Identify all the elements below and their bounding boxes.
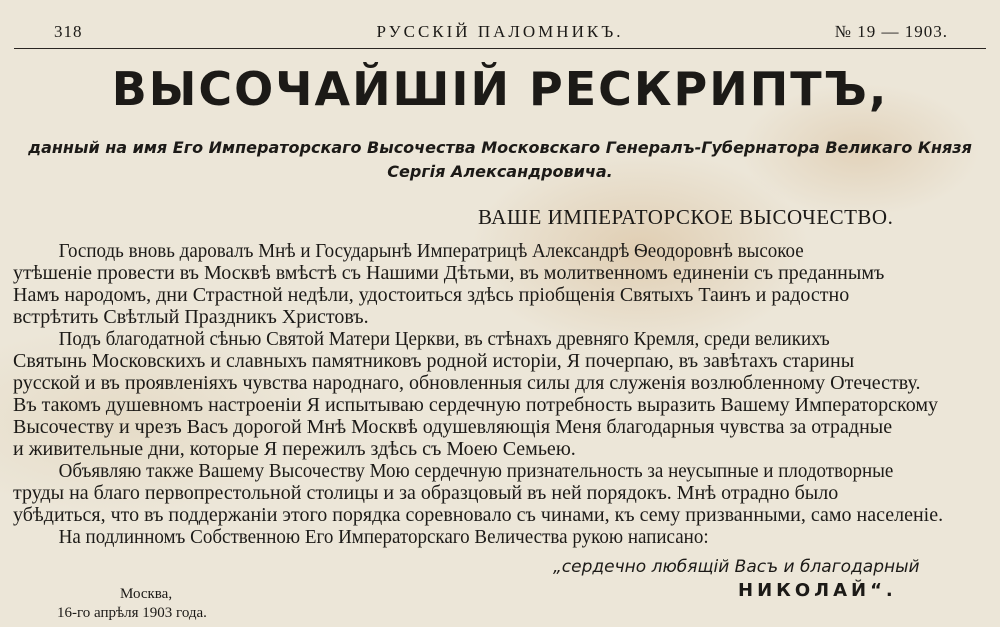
running-header: [14, 22, 986, 49]
signature-closing: „сердечно любящій Васъ и благодарный: [553, 557, 920, 577]
document-subtitle: [10, 136, 990, 184]
text-line: утѣшеніе провести въ Москвѣ вмѣстѣ съ Нашими Дѣтьми, въ молитвенномъ единеніи съ преданнымъ: [13, 262, 885, 284]
text-line: Святынь Московскихъ и славныхъ памятниковъ родной исторіи, Я почерпаю, въ завѣтахъ старины: [13, 350, 855, 372]
text-line: На подлинномъ Собственною Его Императорскаго Величества рукою написано:: [58, 526, 709, 548]
place-of-signing: Москва,: [120, 586, 173, 602]
salutation: ВАШЕ ИМПЕРАТОРСКОЕ ВЫСОЧЕСТВО.: [478, 205, 894, 229]
text-line: Въ такомъ душевномъ настроеніи Я испытываю сердечную потребность выразить Вашему Императорскому: [13, 394, 938, 416]
text-line: и живительные дни, которые Я пережилъ здѣсь съ Моею Семьею.: [13, 438, 576, 460]
document-title: ВЫСОЧАЙШІЙ РЕСКРИПТЪ,: [111, 62, 889, 116]
page-number: 318: [54, 22, 83, 41]
paragraph-2: [13, 328, 987, 460]
subtitle-line-2: Сергія Александровича.: [387, 162, 613, 181]
subtitle-line-1: данный на имя Его Императорскаго Высочества Московскаго Генералъ-Губернатора Великаго Князя: [28, 138, 972, 157]
text-line: Подъ благодатной сѣнью Святой Матери Церкви, въ стѣнахъ древняго Кремля, среди великихъ: [58, 328, 830, 350]
text-line: русской и въ проявленіяхъ чувства народнаго, обновленныя силы для служенія возлюбленному Отечеству.: [13, 372, 921, 394]
text-line: убѣдиться, что въ поддержаніи этого порядка соревновало съ чинами, къ сему призванными, само населеніе.: [13, 504, 944, 526]
text-line: Намъ народомъ, дни Страстной недѣли, удостоиться здѣсь пріобщенія Святыхъ Таинъ и радостно: [13, 284, 850, 306]
paragraph-1: [13, 240, 987, 328]
rescript-body: [13, 240, 987, 548]
text-line: Господь вновь даровалъ Мнѣ и Государынѣ Императрицѣ Александрѣ Ѳеодоровнѣ высокое: [58, 240, 804, 262]
paragraph-3: [13, 460, 987, 526]
text-line: труды на благо первопрестольной столицы и за образцовый въ ней порядокъ. Мнѣ отрадно было: [13, 482, 839, 504]
text-line: Высочеству и чрезъ Васъ дорогой Мнѣ Москвѣ одушевляющія Меня благодарныя чувства за отрадные: [13, 416, 893, 438]
issue-number: № 19 — 1903.: [834, 22, 948, 41]
date-of-signing: 16-го апрѣля 1903 года.: [57, 605, 207, 621]
signature-name: НИКОЛАЙ“.: [738, 580, 897, 601]
journal-title: РУССКІЙ ПАЛОМНИКЪ.: [376, 22, 624, 41]
paragraph-4: [13, 526, 987, 548]
text-line: Объявляю также Вашему Высочеству Мою сердечную признательность за неусыпные и плодотворные: [58, 460, 894, 482]
text-line: встрѣтить Свѣтлый Праздникъ Христовъ.: [13, 306, 369, 328]
